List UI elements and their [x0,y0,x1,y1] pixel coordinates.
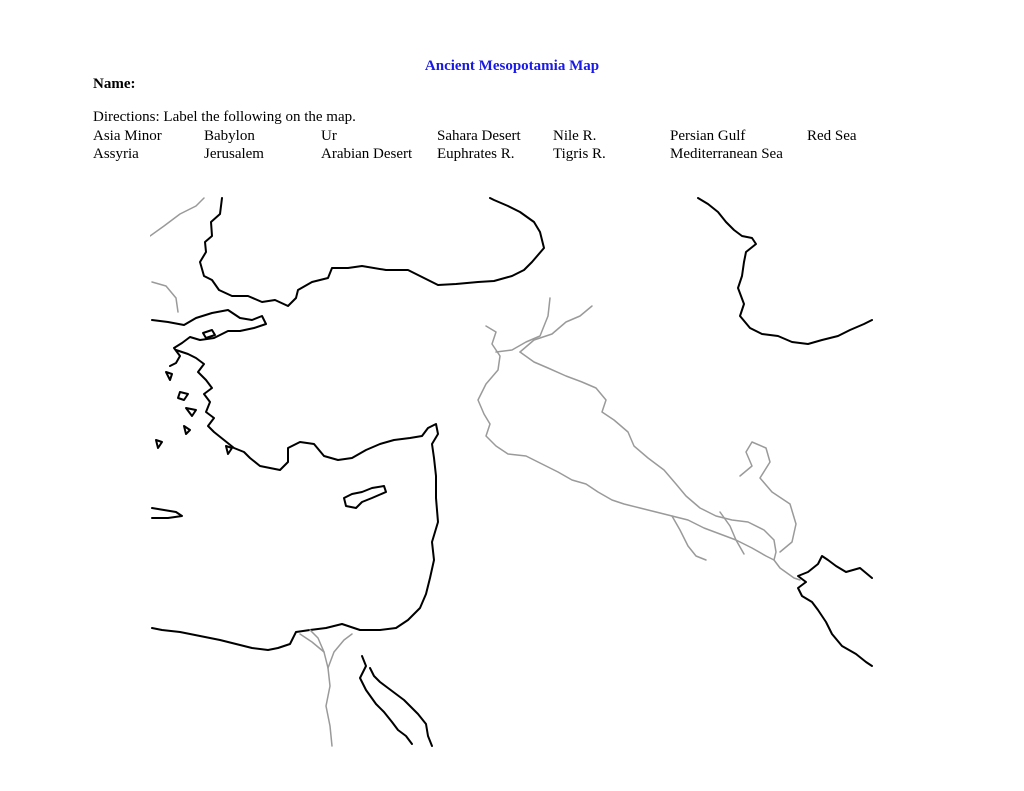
term-tigris-river: Tigris R. [553,146,606,162]
term-arabian-desert: Arabian Desert [321,146,413,162]
term-jerusalem: Jerusalem [204,146,264,162]
term-asia-minor: Asia Minor [93,128,162,144]
map-svg [150,196,874,748]
map-background [150,196,874,748]
term-sahara-desert: Sahara Desert [437,128,521,144]
term-mediterranean-sea: Mediterranean Sea [670,146,783,162]
blank-outline-map [150,196,874,748]
term-ur: Ur [321,128,337,144]
label-term-list [93,127,893,163]
directions-text: Directions: Label the following on the map. [93,109,356,125]
worksheet-title: Ancient Mesopotamia Map [424,58,600,74]
term-assyria: Assyria [93,146,139,162]
term-persian-gulf: Persian Gulf [670,128,746,144]
term-nile-river: Nile R. [553,128,597,144]
term-euphrates-river: Euphrates R. [437,146,515,162]
name-label: Name: [93,76,136,92]
term-babylon: Babylon [204,128,255,144]
term-red-sea: Red Sea [807,128,857,144]
